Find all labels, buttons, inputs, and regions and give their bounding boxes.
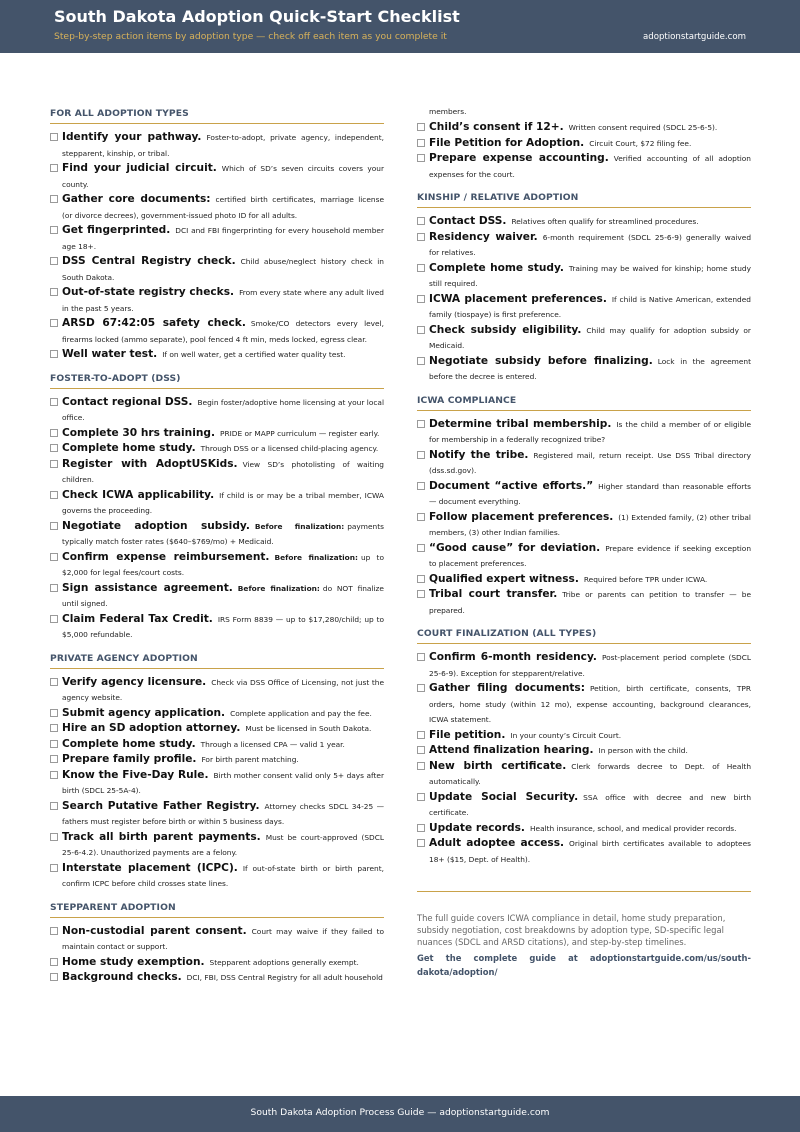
item-description: Required before TPR under ICWA. [583, 574, 708, 584]
page-footer [0, 1096, 800, 1132]
item-description: Original birth certificates available to adoptees 18+ ($15, Dept. of Health). [429, 839, 751, 864]
checkbox[interactable] [417, 420, 425, 428]
page-title: South Dakota Adoption Quick-Start Checklist [54, 7, 460, 26]
item-description: Stepparent adoptions generally exempt. [209, 957, 359, 967]
checklist-item [50, 861, 384, 892]
checkbox[interactable] [417, 590, 425, 598]
section-title: STEPPARENT ADOPTION [50, 902, 384, 918]
site-name: adoptionstartguide.com [642, 32, 746, 42]
checkbox[interactable] [50, 319, 58, 327]
checkbox[interactable] [50, 553, 58, 561]
checkbox[interactable] [50, 444, 58, 452]
checkbox[interactable] [417, 513, 425, 521]
item-description: Petition, birth certificate, consents, TPR orders, home study (within 12 mo), expense accounting, background clearances, ICWA statement. [429, 684, 751, 724]
checklist-item [50, 675, 384, 706]
item-label: Negotiate adoption subsidy. [62, 519, 250, 532]
checklist-item [417, 261, 751, 292]
item-description: SSA office with decree and new birth certificate. [429, 792, 752, 817]
checkbox[interactable] [50, 460, 58, 468]
checklist-item [417, 448, 751, 479]
checkbox[interactable] [417, 746, 425, 754]
item-label: Contact DSS. [429, 215, 507, 227]
checkbox[interactable] [417, 217, 425, 225]
checklist-item [50, 581, 384, 612]
checkbox[interactable] [50, 195, 58, 203]
item-label: Child’s consent if 12+. [429, 121, 564, 133]
item-label: Track all birth parent payments. [62, 830, 261, 843]
checkbox[interactable] [50, 973, 58, 981]
stepparent-continued-items [417, 120, 751, 182]
item-label: New birth certificate. [429, 759, 567, 772]
checklist-item [50, 970, 384, 986]
item-description: Child abuse/neglect history check in South Dakota. [62, 257, 384, 282]
right-sections [417, 192, 751, 867]
checklist-item [50, 612, 384, 643]
item-description: 6-month requirement (SDCL 25-6-9) generally waived for relatives. [429, 232, 752, 257]
checklist-item [50, 457, 384, 488]
checklist-item [50, 955, 384, 971]
section-title: FOSTER-TO-ADOPT (DSS) [50, 373, 384, 389]
item-label: Find your judicial circuit. [62, 162, 217, 174]
item-emphasis: Before finalization: [274, 552, 358, 562]
item-label: Well water test. [62, 348, 158, 360]
item-description: Training may be waived for kinship; home study still required. [429, 263, 751, 288]
item-label: Confirm 6-month residency. [429, 651, 597, 663]
item-description: From every state where any adult lived in the past 5 years. [62, 288, 384, 313]
item-label: ARSD 67:42:05 safety check. [62, 317, 246, 329]
item-description: Lock in the agreement before the decree is entered. [429, 356, 751, 381]
item-description: If on well water, get a certified water quality test. [162, 350, 346, 359]
item-label: Home study exemption. [62, 955, 205, 968]
item-description: Must be licensed in South Dakota. [245, 724, 372, 733]
item-label: Update Social Security. [429, 790, 579, 803]
checklist-item [50, 316, 384, 347]
item-label: “Good cause” for deviation. [429, 541, 601, 554]
item-label: Contact regional DSS. [62, 395, 193, 408]
checklist-item [50, 488, 384, 519]
section-title: PRIVATE AGENCY ADOPTION [50, 653, 384, 669]
checkbox[interactable] [417, 839, 425, 847]
item-label: Gather core documents: [62, 193, 211, 205]
checklist-item [417, 650, 751, 681]
checklist-item [417, 510, 751, 541]
checklist-item [50, 706, 384, 722]
item-description: Which of SD’s seven circuits covers your county. [62, 164, 384, 189]
item-description: (1) Extended family, (2) other tribal members, (3) other Indian families. [429, 512, 751, 537]
checklist-item [50, 192, 384, 223]
item-description: Prepare evidence if seeking exception to placement preferences. [429, 543, 751, 568]
checkbox[interactable] [50, 164, 58, 172]
item-label: Determine tribal membership. [429, 417, 612, 430]
checklist-item [417, 790, 751, 821]
item-label: Complete 30 hrs training. [62, 426, 216, 439]
item-emphasis: Before finalization: [254, 521, 345, 531]
item-description: Relatives often qualify for streamlined procedures. [511, 217, 699, 226]
checkbox[interactable] [50, 755, 58, 763]
checkbox[interactable] [417, 793, 425, 801]
checklist-item [50, 223, 384, 254]
checklist-item [50, 799, 384, 830]
item-label: Sign assistance agreement. [62, 581, 233, 594]
item-description: Circuit Court, $72 filing fee. [589, 138, 692, 148]
checkbox[interactable] [50, 615, 58, 623]
checkbox[interactable] [417, 264, 425, 272]
checkbox[interactable] [417, 731, 425, 739]
item-description: Must be court-approved (SDCL 25-6-4.2). Unauthorized payments are a felony. [62, 832, 384, 857]
item-description: Higher standard than reasonable efforts — document everything. [429, 481, 752, 506]
page-subtitle: Step-by-step action items by adoption type — check off each item as you complete it [54, 31, 447, 42]
item-description: payments typically match foster rates ($640–$769/mo) + Medicaid. [62, 521, 384, 546]
footnote [417, 891, 751, 979]
checklist-item [417, 136, 751, 152]
item-label: File Petition for Adoption. [429, 136, 585, 149]
checklist-item [50, 161, 384, 192]
checkbox[interactable] [417, 326, 425, 334]
item-label: Check subsidy eligibility. [429, 323, 582, 336]
checkbox[interactable] [50, 133, 58, 141]
checklist-item [417, 587, 751, 618]
item-description: Tribe or parents can petition to transfer — be prepared. [429, 590, 751, 615]
item-label: Follow placement preferences. [429, 510, 614, 523]
checklist-item [417, 681, 751, 728]
item-description: Foster-to-adopt, private agency, independent, stepparent, kinship, or tribal. [62, 133, 384, 158]
item-label: Background checks. [62, 971, 182, 983]
checkbox[interactable] [50, 709, 58, 717]
item-description: DCI, FBI, DSS Central Registry for all adult household [186, 973, 383, 982]
item-description: DCI and FBI fingerprinting for every household member age 18+. [62, 226, 385, 251]
item-label: Interstate placement (ICPC). [62, 861, 238, 874]
item-description: Through a licensed CPA — valid 1 year. [200, 739, 345, 749]
item-label: DSS Central Registry check. [62, 255, 236, 267]
item-description: Clerk forwards decree to Dept. of Health automatically. [429, 761, 751, 786]
item-label: Claim Federal Tax Credit. [62, 612, 213, 625]
checklist-item [50, 924, 384, 955]
checkbox[interactable] [50, 584, 58, 592]
item-description: Check via DSS Office of Licensing, not just the agency website. [62, 677, 384, 702]
checkbox[interactable] [50, 398, 58, 406]
checklist-item [50, 768, 384, 799]
checkbox[interactable] [50, 724, 58, 732]
item-label: Out-of-state registry checks. [62, 286, 235, 298]
page-header [0, 0, 800, 53]
checkbox[interactable] [50, 350, 58, 358]
checkbox[interactable] [417, 684, 425, 692]
checklist-item [417, 120, 751, 136]
item-label: Residency waiver. [429, 230, 538, 243]
checklist-item [50, 441, 384, 457]
item-description: Through DSS or a licensed child-placing agency. [200, 444, 379, 453]
item-label: Negotiate subsidy before finalizing. [429, 354, 653, 367]
item-label: File petition. [429, 728, 506, 741]
checkbox[interactable] [50, 740, 58, 748]
item-description: Court may waive if they failed to maintain contact or support. [62, 926, 384, 951]
item-label: Tribal court transfer. [429, 588, 558, 600]
item-label: Hire an SD adoption attorney. [62, 722, 241, 734]
item-description: In your county’s Circuit Court. [510, 730, 622, 740]
item-description: If out-of-state birth or birth parent, confirm ICPC before child crosses state lines. [62, 863, 384, 888]
item-label: Attend finalization hearing. [429, 744, 594, 756]
item-description: Registered mail, return receipt. Use DSS Tribal directory (dss.sd.gov). [429, 450, 751, 475]
section-title: FOR ALL ADOPTION TYPES [50, 108, 384, 124]
item-description: If child is or may be a tribal member, ICWA governs the proceeding. [62, 490, 384, 515]
checklist-item [417, 821, 751, 837]
item-label: Prepare family profile. [62, 753, 197, 765]
item-label: Know the Five-Day Rule. [62, 768, 209, 781]
checklist-item [417, 836, 751, 867]
section-title: ICWA COMPLIANCE [417, 395, 751, 411]
checkbox[interactable] [50, 958, 58, 966]
checkbox[interactable] [417, 451, 425, 459]
checkbox[interactable] [50, 491, 58, 499]
item-label: Submit agency application. [62, 706, 226, 719]
item-description: If child is Native American, extended family (tiospaye) is first preference. [429, 294, 751, 319]
checkbox[interactable] [50, 833, 58, 841]
checklist-item [417, 214, 751, 230]
item-description: Smoke/CO detectors every level, firearms locked (ammo separate), pool fenced 4 ft min, meds locked, egress clear. [62, 319, 384, 344]
item-label: Adult adoptee access. [429, 837, 565, 849]
item-label: Qualified expert witness. [429, 572, 579, 585]
checkbox[interactable] [417, 762, 425, 770]
checklist-item [417, 541, 751, 572]
item-label: Confirm expense reimbursement. [62, 550, 270, 563]
checklist-item [417, 151, 751, 182]
item-label: Get fingerprinted. [62, 224, 171, 236]
item-label: Notify the tribe. [429, 448, 529, 461]
checkbox[interactable] [50, 257, 58, 265]
checkbox[interactable] [50, 771, 58, 779]
checklist-item [50, 285, 384, 316]
item-label: ICWA placement preferences. [429, 292, 607, 305]
item-label: Prepare expense accounting. [429, 152, 609, 164]
item-description: PRIDE or MAPP curriculum — register early. [220, 428, 380, 438]
item-label: Search Putative Father Registry. [62, 799, 260, 812]
item-label: Document “active efforts.” [429, 479, 594, 492]
checkbox[interactable] [417, 357, 425, 365]
section-title: COURT FINALIZATION (ALL TYPES) [417, 628, 751, 644]
checklist-item [50, 347, 384, 363]
checklist-item [417, 743, 751, 759]
checkbox[interactable] [417, 824, 425, 832]
checklist-item [417, 728, 751, 744]
item-label: Verify agency licensure. [62, 675, 207, 688]
item-label: Complete home study. [429, 261, 564, 274]
item-description: certified birth certificates, marriage license (or divorce decrees), government-issued photo ID for all adults. [62, 195, 385, 220]
item-description: IRS Form 8839 — up to $17,280/child; up to $5,000 refundable. [62, 614, 385, 639]
checkbox[interactable] [50, 429, 58, 437]
item-emphasis: Before finalization: [237, 583, 320, 593]
item-label: Identify your pathway. [62, 131, 202, 143]
section-title: KINSHIP / RELATIVE ADOPTION [417, 192, 751, 208]
item-label: Register with AdoptUSKids. [62, 457, 238, 470]
item-description: Verified accounting of all adoption expenses for the court. [429, 154, 751, 179]
checkbox[interactable] [50, 678, 58, 686]
checkbox[interactable] [417, 233, 425, 241]
item-description: do NOT finalize until signed. [62, 583, 384, 608]
item-description: Health insurance, school, and medical provider records. [529, 823, 737, 833]
checklist-item [417, 323, 751, 354]
item-label: Non-custodial parent consent. [62, 924, 247, 937]
checklist-item [50, 395, 384, 426]
continued-text: members. [429, 107, 467, 116]
footnote-text: The full guide covers ICWA compliance in detail, home study preparation, subsidy negotiation, cost breakdowns by adoption type, SD-specific legal nuances (SDCL and ARSD citations), and step-by-step timelines. [417, 913, 726, 947]
checkbox[interactable] [417, 653, 425, 661]
item-description: Post-placement period complete (SDCL 25-6-9). Exception for stepparent/relative. [429, 653, 752, 678]
checkbox[interactable] [50, 226, 58, 234]
guide-link[interactable]: Get the complete guide at adoptionstartguide.com/us/south-dakota/adoption/ [417, 953, 751, 977]
checkbox[interactable] [417, 154, 425, 162]
item-description: In person with the child. [598, 746, 688, 755]
checkbox[interactable] [417, 139, 425, 147]
item-description: Birth mother consent valid only 5+ days after birth (SDCL 25-5A-4). [62, 770, 384, 795]
checklist-item [417, 230, 751, 261]
checkbox[interactable] [50, 522, 58, 530]
left-column [50, 106, 384, 986]
checkbox[interactable] [417, 575, 425, 583]
checklist-item [50, 737, 384, 753]
item-description: Child may qualify for adoption subsidy or Medicaid. [429, 325, 751, 350]
item-description: up to $2,000 for legal fees/court costs. [62, 552, 384, 577]
item-description: Attorney checks SDCL 34-25 — fathers must register before birth or within 5 business days. [62, 801, 384, 826]
item-description: Is the child a member of or eligible for membership in a federally recognized tribe? [429, 419, 751, 444]
item-label: Complete home study. [62, 737, 196, 750]
checkbox[interactable] [50, 802, 58, 810]
checkbox[interactable] [50, 288, 58, 296]
item-description: Complete application and pay the fee. [230, 708, 372, 718]
checklist-item [50, 721, 384, 737]
item-label: Complete home study. [62, 442, 196, 454]
checkbox[interactable] [417, 123, 425, 131]
item-label: Check ICWA applicability. [62, 488, 215, 501]
item-description: Written consent required (SDCL 25-6-5). [568, 123, 718, 132]
item-description: Begin foster/adoptive home licensing at your local office. [62, 397, 385, 422]
checklist-item [417, 572, 751, 588]
footer-text: South Dakota Adoption Process Guide — adoptionstartguide.com [250, 1107, 550, 1118]
checklist-item [50, 130, 384, 161]
checklist-item [417, 354, 751, 385]
checklist-item [50, 254, 384, 285]
checkbox[interactable] [50, 864, 58, 872]
checkbox[interactable] [417, 544, 425, 552]
item-description: For birth parent matching. [201, 755, 299, 764]
checkbox[interactable] [417, 482, 425, 490]
checklist-item [417, 759, 751, 790]
checklist-item [417, 417, 751, 448]
checklist-item [50, 752, 384, 768]
checkbox[interactable] [50, 927, 58, 935]
item-label: Update records. [429, 821, 525, 834]
checklist-item [417, 292, 751, 323]
checklist-item [50, 519, 384, 550]
item-description: View SD’s photolisting of waiting children. [62, 459, 384, 484]
checklist-item [50, 830, 384, 861]
right-column [417, 108, 751, 979]
checklist-item [417, 479, 751, 510]
checklist-item [50, 550, 384, 581]
checklist-item [50, 426, 384, 442]
checkbox[interactable] [417, 295, 425, 303]
item-label: Gather filing documents: [429, 682, 585, 694]
